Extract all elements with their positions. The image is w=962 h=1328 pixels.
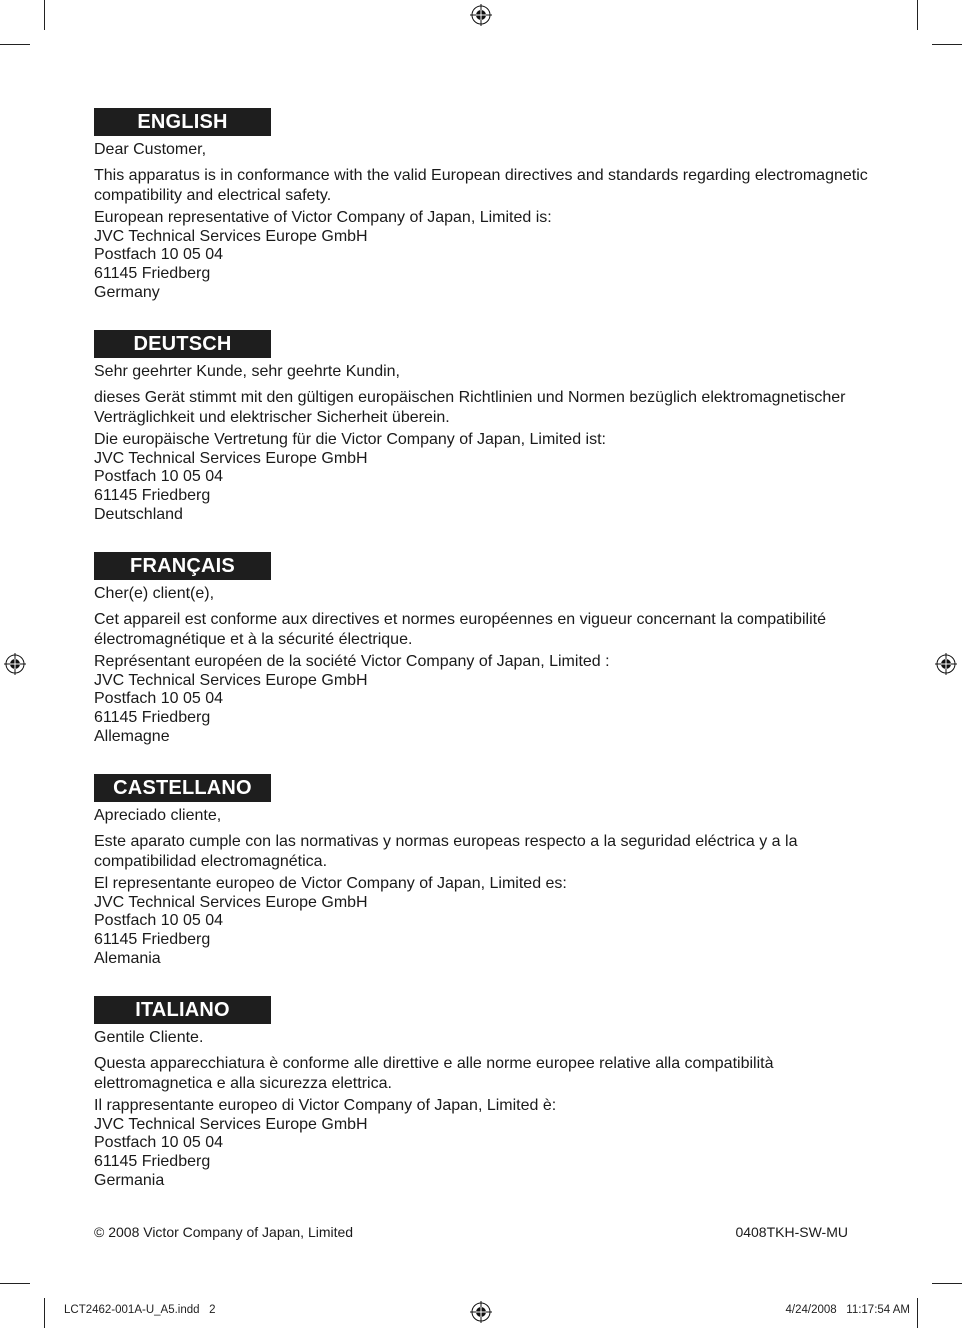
footer-copyright: © 2008 Victor Company of Japan, Limited [94,1224,354,1240]
body-text: Cet appareil est conforme aux directives et normes européennes en vigueur concernant la compatibilité électromagnétique et à la sécurité électrique. [94,611,826,648]
section-heading: FRANÇAIS [94,552,271,580]
rep-country: Deutschland [94,505,183,523]
body-text: Este aparato cumple con las normativas y normas europeas respecto a la seguridad eléctrica y a la compatibilidad electromagnética. [94,833,798,870]
section-heading: ENGLISH [94,108,271,136]
greeting: Cher(e) client(e), [94,585,215,602]
rep-city: 61145 Friedberg [94,1153,211,1171]
rep-city: 61145 Friedberg [94,931,211,949]
rep-company: JVC Technical Services Europe GmbH [94,449,368,467]
body-text: This apparatus is in conformance with the valid European directives and standards regarding electromagnetic compatibility and electrical safety. [94,167,868,204]
rep-postfach: Postfach 10 05 04 [94,912,223,930]
rep-intro: El representante europeo de Victor Company of Japan, Limited es: [94,875,567,892]
rep-company: JVC Technical Services Europe GmbH [94,671,368,689]
crop-mark-top-right-v [917,0,918,30]
crop-mark-bottom-right-h [932,1283,962,1284]
section-heading: ITALIANO [94,996,271,1024]
rep-city: 61145 Friedberg [94,265,211,283]
greeting: Gentile Cliente. [94,1029,204,1046]
slug-filename: LCT2462-001A-U_A5.indd 2 [64,1304,216,1316]
section-italiano [94,996,874,1191]
rep-country: Germany [94,283,160,301]
rep-intro: Représentant européen de la société Victor Company of Japan, Limited : [94,653,610,670]
rep-company: JVC Technical Services Europe GmbH [94,1115,368,1133]
crop-mark-bottom-left-v [44,1298,45,1328]
rep-company: JVC Technical Services Europe GmbH [94,227,368,245]
section-heading: CASTELLANO [94,774,271,802]
representative-block [94,1097,874,1191]
body-text: Questa apparecchiatura è conforme alle direttive e alle norme europee relative alla compatibilità elettromagnetica e alla sicurezza elettrica. [94,1055,774,1092]
rep-intro: Die europäische Vertretung für die Victor Company of Japan, Limited ist: [94,431,606,448]
body-text: dieses Gerät stimmt mit den gültigen europäischen Richtlinien und Normen bezüglich elektromagnetischer Verträglichkeit und elektrischer Sicherheit überein. [94,389,846,426]
section-english [94,108,874,303]
rep-postfach: Postfach 10 05 04 [94,1134,223,1152]
rep-intro: European representative of Victor Company of Japan, Limited is: [94,209,552,226]
slug-timestamp: 4/24/2008 11:17:54 AM [785,1304,910,1316]
registration-mark-icon [470,4,492,26]
greeting: Apreciado cliente, [94,807,222,824]
registration-mark-icon [935,653,957,675]
rep-country: Alemania [94,949,161,967]
rep-country: Germania [94,1171,165,1189]
rep-company: JVC Technical Services Europe GmbH [94,893,368,911]
greeting: Dear Customer, [94,141,207,158]
rep-postfach: Postfach 10 05 04 [94,468,223,486]
rep-country: Allemagne [94,727,170,745]
rep-postfach: Postfach 10 05 04 [94,690,223,708]
section-deutsch [94,330,874,525]
crop-mark-top-right-h [932,44,962,45]
registration-mark-icon [470,1301,492,1323]
crop-mark-bottom-right-v [917,1298,918,1328]
rep-city: 61145 Friedberg [94,487,211,505]
section-heading: DEUTSCH [94,330,271,358]
footer-code: 0408TKH-SW-MU [735,1224,848,1240]
representative-block [94,209,874,303]
crop-mark-bottom-left-h [0,1283,30,1284]
section-castellano [94,774,874,969]
registration-mark-icon [4,653,26,675]
representative-block [94,875,874,969]
representative-block [94,653,874,747]
rep-city: 61145 Friedberg [94,709,211,727]
rep-postfach: Postfach 10 05 04 [94,246,223,264]
crop-mark-top-left-h [0,44,30,45]
representative-block [94,431,874,525]
section-francais [94,552,874,747]
crop-mark-top-left-v [44,0,45,30]
greeting: Sehr geehrter Kunde, sehr geehrte Kundin, [94,363,400,380]
rep-intro: Il rappresentante europeo di Victor Company of Japan, Limited è: [94,1097,557,1114]
